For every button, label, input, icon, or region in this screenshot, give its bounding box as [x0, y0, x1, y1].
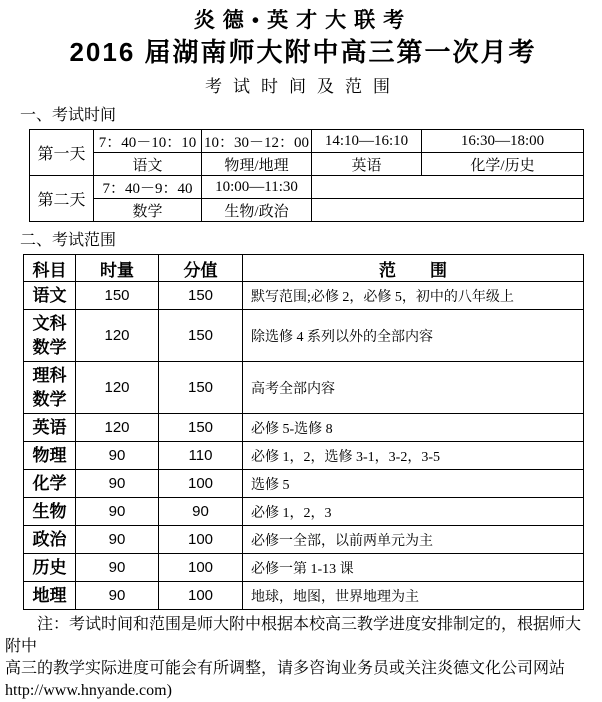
header-duration: 时量 — [76, 255, 159, 282]
scope-row-zhengzhi — [24, 526, 584, 554]
scope-cell: 地球，地图，世界地理为主 — [243, 582, 584, 610]
note-line-2: 高三的教学实际进度可能会有所调整，请多咨询业务员或关注炎德文化公司网站 — [5, 660, 566, 677]
score-cell: 100 — [159, 582, 243, 610]
duration-cell: 90 — [76, 582, 159, 610]
duration-cell: 120 — [76, 310, 159, 362]
score-cell: 150 — [159, 282, 243, 310]
scope-header-row — [24, 255, 584, 282]
time-cell: 14:10—16:10 — [312, 130, 422, 153]
score-cell: 100 — [159, 554, 243, 582]
header-subject: 科目 — [24, 255, 76, 282]
scope-cell: 必修一全部，以前两单元为主 — [243, 526, 584, 554]
duration-cell: 150 — [76, 282, 159, 310]
duration-cell: 90 — [76, 498, 159, 526]
exam-scope-table — [23, 254, 584, 610]
duration-cell: 90 — [76, 442, 159, 470]
duration-cell: 90 — [76, 554, 159, 582]
subject-cell: 历史 — [24, 554, 76, 582]
scope-row-shengwu — [24, 498, 584, 526]
scope-cell: 默写范围;必修 2，必修 5，初中的八年级上 — [243, 282, 584, 310]
score-cell: 150 — [159, 362, 243, 414]
day1-label-cell: 第一天 — [30, 130, 94, 176]
score-cell: 100 — [159, 526, 243, 554]
footer-note — [5, 614, 586, 702]
subject-cell: 文科数学 — [24, 310, 76, 362]
exam-time-table — [29, 129, 584, 222]
scope-cell: 必修 1，2，选修 3-1，3-2，3-5 — [243, 442, 584, 470]
duration-cell: 120 — [76, 414, 159, 442]
scope-row-huaxue — [24, 470, 584, 498]
day1-subject-row — [30, 153, 584, 176]
scope-row-wenke-shuxue — [24, 310, 584, 362]
subject-cell: 语文 — [24, 282, 76, 310]
empty-cell — [312, 176, 584, 199]
scope-cell: 选修 5 — [243, 470, 584, 498]
scope-row-dili — [24, 582, 584, 610]
scope-row-like-shuxue — [24, 362, 584, 414]
subject-cell: 理科数学 — [24, 362, 76, 414]
exam-brand-title: 炎德•英才大联考 — [193, 8, 413, 32]
subject-cell: 生物 — [24, 498, 76, 526]
day2-subject-row — [30, 199, 584, 222]
subject-cell: 英语 — [24, 414, 76, 442]
duration-cell: 90 — [76, 470, 159, 498]
scope-row-yingyu — [24, 414, 584, 442]
subject-cell: 英语 — [312, 153, 422, 176]
day2-label-cell: 第二天 — [30, 176, 94, 222]
scope-row-wuli — [24, 442, 584, 470]
score-cell: 110 — [159, 442, 243, 470]
duration-cell: 90 — [76, 526, 159, 554]
header-score: 分值 — [159, 255, 243, 282]
subject-cell: 化学/历史 — [422, 153, 584, 176]
page-title: 2016 届湖南师大附中高三第一次月考 — [69, 37, 537, 67]
time-cell: 10：30－12：00 — [202, 130, 312, 153]
subject-cell: 地理 — [24, 582, 76, 610]
score-cell: 150 — [159, 310, 243, 362]
note-line-1: 注：考试时间和范围是师大附中根据本校高三教学进度安排制定的，根据师大附中 — [5, 616, 582, 655]
subject-cell: 语文 — [94, 153, 202, 176]
time-cell: 16:30—18:00 — [422, 130, 584, 153]
scope-cell: 除选修 4 系列以外的全部内容 — [243, 310, 584, 362]
scope-cell: 必修一第 1-13 课 — [243, 554, 584, 582]
subject-cell: 物理 — [24, 442, 76, 470]
empty-cell — [312, 199, 584, 222]
scope-cell: 必修 1，2，3 — [243, 498, 584, 526]
scope-cell: 必修 5-选修 8 — [243, 414, 584, 442]
subject-cell: 政治 — [24, 526, 76, 554]
day2-time-row — [30, 176, 584, 199]
score-cell: 90 — [159, 498, 243, 526]
scope-cell: 高考全部内容 — [243, 362, 584, 414]
section-heading-exam-scope: 二、考试范围 — [20, 232, 117, 249]
subject-cell: 物理/地理 — [202, 153, 312, 176]
subject-cell: 生物/政治 — [202, 199, 312, 222]
scope-row-lishi — [24, 554, 584, 582]
subject-cell: 数学 — [94, 199, 202, 222]
page-subtitle: 考试时间及范围 — [205, 77, 401, 96]
scope-row-yuwen — [24, 282, 584, 310]
time-cell: 7：40－9：40 — [94, 176, 202, 199]
time-cell: 7：40－10：10 — [94, 130, 202, 153]
score-cell: 100 — [159, 470, 243, 498]
section-heading-exam-time: 一、考试时间 — [20, 107, 117, 124]
note-url: http://www.hnyande.com) — [5, 682, 172, 699]
time-cell: 10:00—11:30 — [202, 176, 312, 199]
duration-cell: 120 — [76, 362, 159, 414]
score-cell: 150 — [159, 414, 243, 442]
header-scope: 范 围 — [243, 255, 584, 282]
subject-cell: 化学 — [24, 470, 76, 498]
day1-time-row — [30, 130, 584, 153]
